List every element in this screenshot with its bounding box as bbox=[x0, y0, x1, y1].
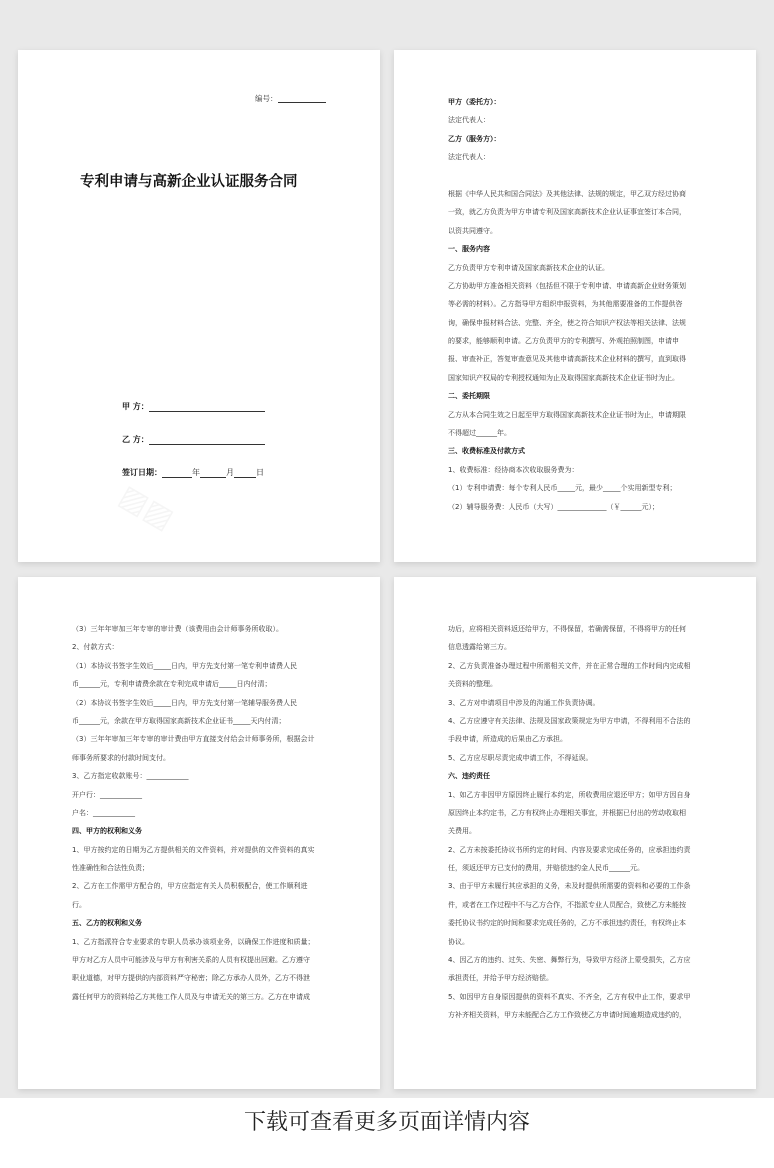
text-line: 4、乙方应遵守有关法律、法规及国家政策规定为甲方申请，不得利用不合法的 bbox=[448, 716, 691, 725]
sign-date-label: 签订日期： bbox=[122, 468, 162, 477]
text-line: 承担责任，并给予甲方经济赔偿。 bbox=[448, 974, 553, 983]
text-line: 5、乙方应尽职尽责完成申请工作，不得延误。 bbox=[448, 753, 593, 762]
text-line: （3）三年年审加三年专审的审计费由甲方直接支付给会计师事务所，根据会计 bbox=[72, 735, 315, 744]
text-line: 币______元，余款在甲方取得国家高新技术企业证书_____天内付清； bbox=[72, 716, 286, 725]
section-heading: 乙方（服务方）： bbox=[448, 134, 501, 143]
contract-page-2 bbox=[394, 50, 756, 562]
contract-number-blank bbox=[278, 94, 326, 103]
text-line: 币______元，专利申请费余款在专利完成申请后_____日内付清； bbox=[72, 680, 272, 689]
text-line: 乙方负责甲方专利申请及国家高新技术企业的认证。 bbox=[448, 263, 609, 272]
year-label: 年 bbox=[192, 468, 200, 477]
contract-page-3 bbox=[18, 577, 380, 1089]
text-line: 1、乙方指派符合专业要求的专职人员承办该项业务，以确保工作进度和质量； bbox=[72, 937, 315, 946]
page-2-text bbox=[448, 93, 714, 516]
month-blank bbox=[200, 469, 226, 478]
text-line: 不得超过______年。 bbox=[448, 429, 511, 438]
text-line: 关费用。 bbox=[448, 827, 476, 836]
text-line: 委托协议书约定的时间和要求完成任务的，乙方不承担违约责任，有权终止本 bbox=[448, 919, 686, 928]
text-line: 3、由于甲方未履行其应承担的义务，未及时提供所需要的资料和必要的工作条 bbox=[448, 882, 691, 891]
text-line: 原因终止本约定书，乙方有权终止办理相关事宜，并根据已付出的劳动收取相 bbox=[448, 808, 686, 817]
text-line: 国家知识产权局的专利授权通知为止及取得国家高新技术企业证书时为止。 bbox=[448, 373, 679, 382]
text-line: 行。 bbox=[72, 900, 86, 909]
text-line: 询，确保申报材料合法、完整、齐全，使之符合知识产权法等相关法律、法规 bbox=[448, 318, 686, 327]
year-blank bbox=[162, 469, 192, 478]
section-heading: 二、委托期限 bbox=[448, 392, 490, 401]
contract-page-4 bbox=[394, 577, 756, 1089]
text-line: 件，或者在工作过程中不与乙方合作，不指派专业人员配合，致使乙方未能按 bbox=[448, 900, 686, 909]
party-b-field bbox=[122, 435, 265, 445]
text-line: 的要求，能够顺利申请。乙方负责甲方的专利撰写、外观拍照制图，申请申 bbox=[448, 337, 679, 346]
text-line: 露任何甲方的资料给乙方其他工作人员及与申请无关的第三方。乙方在申请成 bbox=[72, 992, 310, 1001]
section-heading: 四、甲方的权利和义务 bbox=[72, 827, 142, 836]
text-line: 一致，就乙方负责为甲方申请专利及国家高新技术企业认证事宜签订本合同， bbox=[448, 208, 686, 217]
text-line: 1、收费标准：经协商本次收取服务费为： bbox=[448, 465, 579, 474]
text-line: 方补齐相关资料，甲方未能配合乙方工作致使乙方申请时间逾期造成违约的， bbox=[448, 1011, 686, 1020]
text-line: 3、乙方对申请项目中涉及的沟通工作负责协调。 bbox=[448, 698, 600, 707]
text-line: 3、乙方指定收款账号：____________ bbox=[72, 772, 189, 781]
text-line: 任，须返还甲方已支付的费用，并赔偿违约金人民币______元。 bbox=[448, 864, 644, 873]
text-line: （1）专利申请费：每个专利人民币_____元，最少_____个实用新型专利； bbox=[448, 484, 677, 493]
text-line: 2、乙方在工作需甲方配合的，甲方应指定有关人员积极配合，使工作顺利进 bbox=[72, 882, 308, 891]
text-line bbox=[448, 167, 714, 185]
text-line: 2、付款方式： bbox=[72, 643, 119, 652]
contract-number-label: 编号： bbox=[255, 94, 278, 103]
text-line: 等必需的材料）。乙方指导甲方组织申报资料，为其他需要准备的工作提供咨 bbox=[448, 300, 683, 309]
text-line: 1、如乙方非因甲方原因终止履行本约定，所收费用应退还甲方；如甲方因自身 bbox=[448, 790, 691, 799]
section-heading: 一、服务内容 bbox=[448, 245, 490, 254]
day-blank bbox=[234, 469, 256, 478]
text-line: 1、甲方按约定的日期为乙方提供相关的文件资料，并对提供的文件资料的真实 bbox=[72, 845, 315, 854]
text-line: 以资共同遵守。 bbox=[448, 226, 497, 235]
party-a-label: 甲 方： bbox=[122, 402, 149, 411]
party-b-label: 乙 方： bbox=[122, 435, 149, 444]
section-heading: 六、违约责任 bbox=[448, 772, 490, 781]
text-line: 协议。 bbox=[448, 937, 469, 946]
text-line: （1）本协议书签字生效后_____日内，甲方先支付第一笔专利申请费人民 bbox=[72, 661, 297, 670]
text-line: 乙方协助甲方准备相关资料（包括但不限于专利申请、申请高新企业财务策划 bbox=[448, 281, 686, 290]
text-line: 乙方从本合同生效之日起至甲方取得国家高新技术企业证书时为止，申请期限 bbox=[448, 410, 686, 419]
text-line: 根据《中华人民共和国合同法》及其他法律、法规的规定，甲乙双方经过协商 bbox=[448, 189, 686, 198]
text-line: 户名：____________ bbox=[72, 808, 135, 817]
text-line: 关资料的整理。 bbox=[448, 680, 497, 689]
text-line: （3）三年年审加三年专审的审计费（该费用由会计师事务所收取）。 bbox=[72, 625, 283, 633]
party-b-blank bbox=[149, 436, 265, 445]
text-line: 功后，应将相关资料返还给甲方，不得保留，若确需保留，不得将甲方的任何 bbox=[448, 625, 686, 633]
page-4-text bbox=[448, 620, 714, 1025]
contract-number-field bbox=[255, 94, 326, 103]
text-line: 报、审查补正，答复审查意见及其他申请高新技术企业材料的撰写，直到取得 bbox=[448, 355, 686, 364]
text-line: 师事务所要求的付款时间支付。 bbox=[72, 753, 170, 762]
text-line: 5、如因甲方自身原因提供的资料不真实、不齐全，乙方有权中止工作，要求甲 bbox=[448, 992, 691, 1001]
section-heading: 五、乙方的权利和义务 bbox=[72, 919, 142, 928]
download-caption[interactable]: 下载可查看更多页面详情内容 bbox=[243, 1110, 530, 1135]
text-line: 甲方对乙方人员中可能涉及与甲方有利害关系的人员有权提出回避。乙方遵守 bbox=[72, 956, 310, 965]
text-line: 2、乙方未按委托协议书所约定的时间、内容及要求完成任务的，应承担违约责 bbox=[448, 845, 691, 854]
sign-date-field bbox=[122, 468, 264, 478]
page-3-text bbox=[72, 620, 338, 1006]
section-heading: 甲方（委托方）： bbox=[448, 98, 501, 106]
text-line: 法定代表人： bbox=[448, 116, 490, 125]
text-line: 职业道德，对甲方提供的内部资料严守秘密；除乙方承办人员外，乙方不得泄 bbox=[72, 974, 310, 983]
text-line: （2）本协议书签字生效后_____日内，甲方先支付第一笔辅导服务费人民 bbox=[72, 698, 297, 707]
watermark bbox=[113, 478, 180, 537]
contract-page-cover bbox=[18, 50, 380, 562]
section-heading: 三、收费标准及付款方式 bbox=[448, 447, 525, 456]
text-line: 信息透露给第三方。 bbox=[448, 643, 511, 652]
text-line: 性准确性和合法性负责； bbox=[72, 864, 149, 873]
text-line: 开户行：____________ bbox=[72, 790, 142, 799]
month-label: 月 bbox=[226, 468, 234, 477]
party-a-field bbox=[122, 402, 265, 412]
day-label: 日 bbox=[256, 468, 264, 477]
text-line: 4、因乙方的违约、过失、失密、舞弊行为，导致甲方经济上蒙受损失，乙方应 bbox=[448, 956, 691, 965]
text-line: 手段申请，所造成的后果由乙方承担。 bbox=[448, 735, 567, 744]
contract-title: 专利申请与高新企业认证服务合同 bbox=[80, 174, 298, 190]
text-line: 法定代表人： bbox=[448, 153, 490, 162]
party-a-blank bbox=[149, 403, 265, 412]
text-line: （2）辅导服务费：人民币（大写）______________（￥______元）； bbox=[448, 502, 659, 511]
text-line: 2、乙方负责准备办理过程中所需相关文件，并在正常合理的工作时间内完成相 bbox=[448, 661, 691, 670]
